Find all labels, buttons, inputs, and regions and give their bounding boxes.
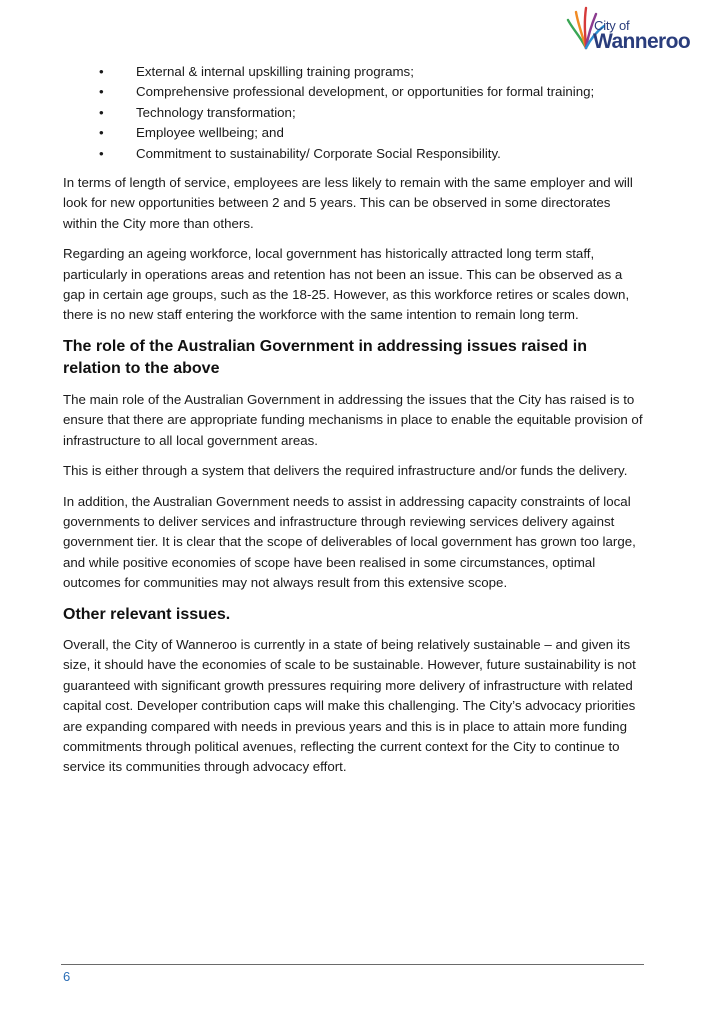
paragraph-capacity-constraints: In addition, the Australian Government needs to assist in addressing capacity constraints of local governments to deliver services and infrastructure through reviewing services delivery against government tier. It is clear that the scope of deliverables of local government has grown too large, and while positive economies of scope have been realised in some circumstances, optimal outcomes for communities may not always result from this extensive scope. xyxy=(63,493,636,591)
paragraph-length-of-service: In terms of length of service, employees are less likely to remain with the same employer and will look for new opportunities between 2 and 5 years. This can be observed in some directorates within the City more than others. xyxy=(63,175,633,231)
bullet-list xyxy=(63,62,645,164)
bullet-icon: • xyxy=(99,84,104,100)
paragraph-main-role: The main role of the Australian Government in addressing the issues that the City has raised is to ensure that there are appropriate funding mechanisms in place to enable the equitable provision of infrastructure to all local government areas. xyxy=(63,391,643,448)
section-heading-australian-government: The role of the Australian Government in addressing issues raised in relation to the above xyxy=(63,337,587,378)
section-heading-other-issues: Other relevant issues. xyxy=(63,605,231,623)
bullet-item: • External & internal upskilling training programs; xyxy=(63,62,645,82)
page-number: 6 xyxy=(63,969,71,984)
bullet-icon: • xyxy=(99,104,104,120)
document-body xyxy=(63,62,645,788)
footer-divider xyxy=(61,964,644,965)
bullet-item: • Commitment to sustainability/ Corporate Social Responsibility. xyxy=(63,144,645,164)
bullet-icon: • xyxy=(99,145,104,161)
paragraph-sustainability: Overall, the City of Wanneroo is currently in a state of being relatively sustainable – and given its size, it should have the economies of scale to be sustainable. However, future sustainability is not guaranteed with significant growth pressures requiring more delivery of infrastructure with related capital cost. Developer contribution caps will make this challenging. The City’s advocacy priorities are expanding compared with needs in previous years and this is in place to attain more funding commitments through political avenues, reflecting the current context for the City to continue to service its communities through advocacy effort. xyxy=(63,637,636,775)
bullet-item: • Technology transformation; xyxy=(63,103,645,123)
city-of-wanneroo-logo xyxy=(566,6,698,54)
bullet-item: • Comprehensive professional development, or opportunities for formal training; xyxy=(63,82,645,102)
paragraph-system-delivery: This is either through a system that delivers the required infrastructure and/or funds the delivery. xyxy=(63,463,628,479)
bullet-item: • Employee wellbeing; and xyxy=(63,123,645,143)
bullet-icon: • xyxy=(99,64,104,79)
logo-large-text: Wanneroo xyxy=(593,30,691,53)
bullet-icon: • xyxy=(99,125,104,141)
logo-small-text: City of xyxy=(594,18,630,33)
paragraph-ageing-workforce: Regarding an ageing workforce, local government has historically attracted long term staff, particularly in operations areas and retention has not been an issue. This can be observed as a gap in certain age groups, such as the 18-25. However, as this workforce retires or scales down, there is no new staff entering the workforce with the same intention to remain long term. xyxy=(63,246,630,323)
